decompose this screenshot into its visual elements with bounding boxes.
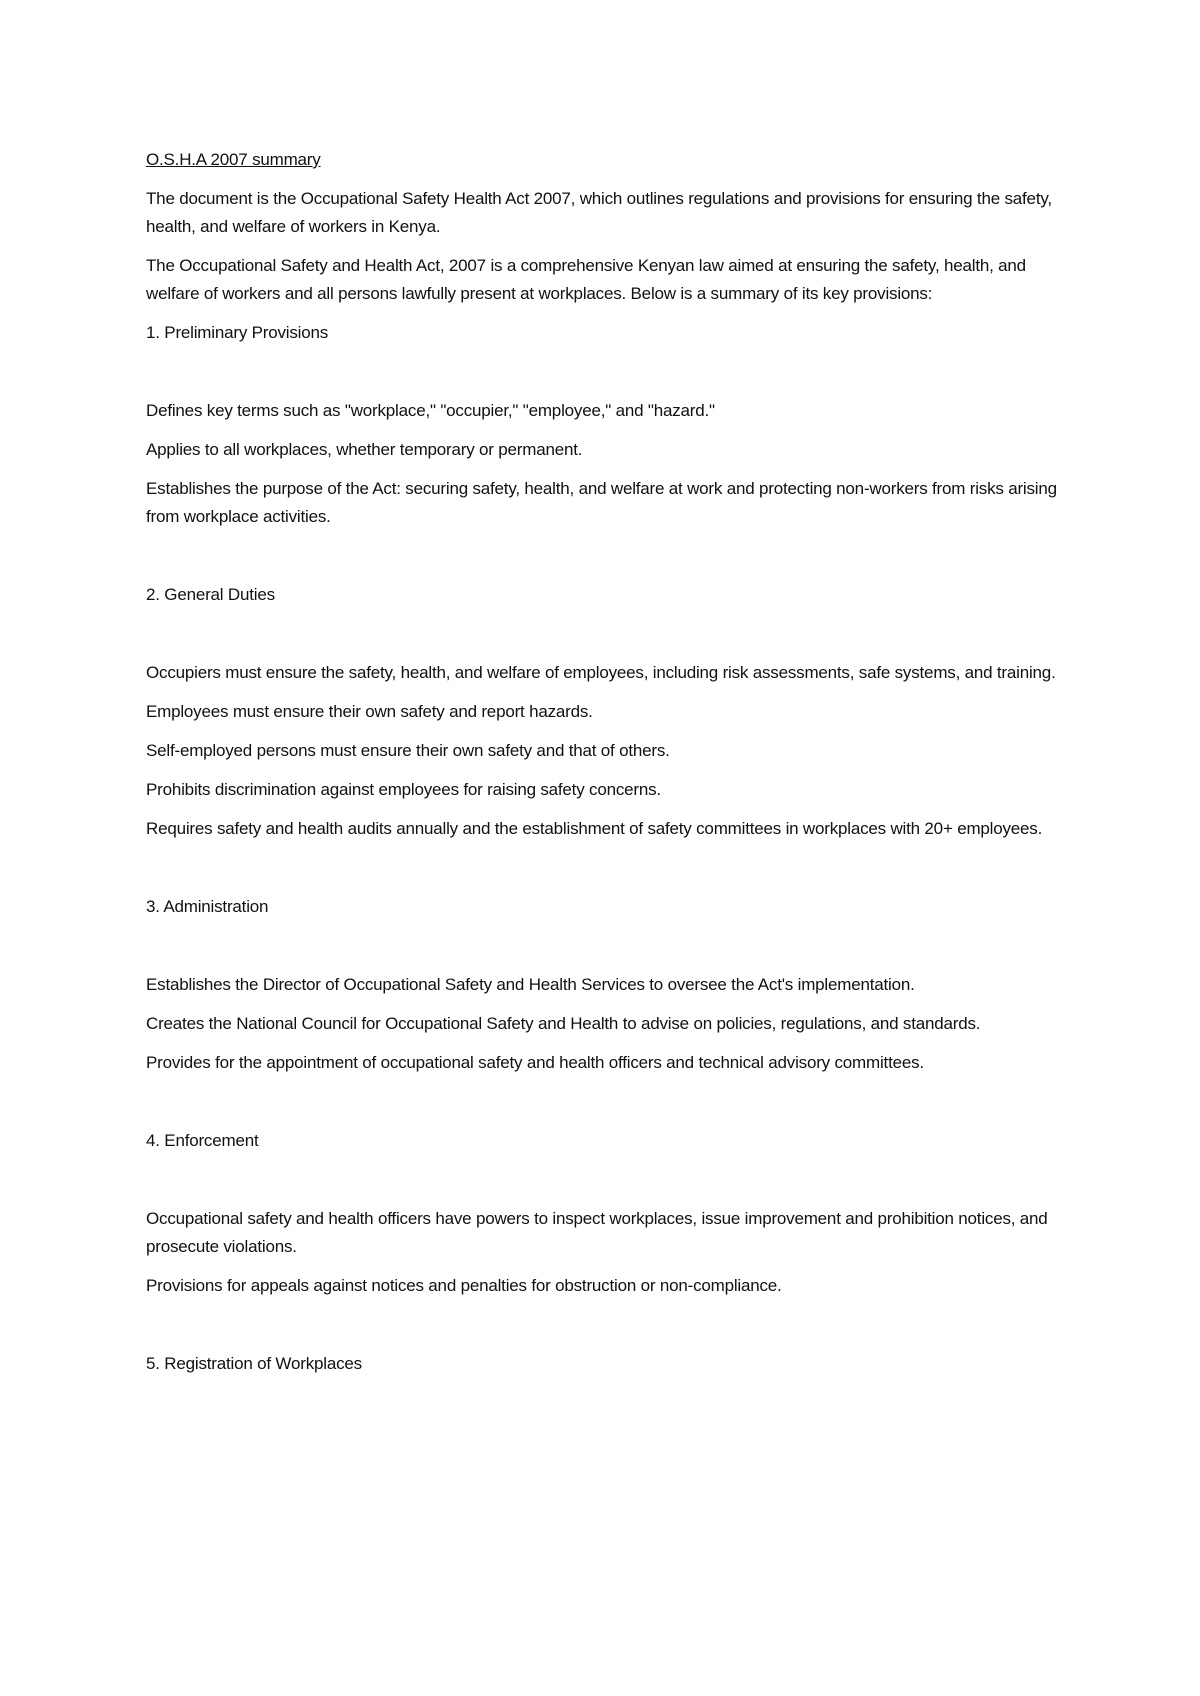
section-heading: 5. Registration of Workplaces (146, 1354, 362, 1373)
section-item: Defines key terms such as "workplace," "occupier," "employee," and "hazard." (146, 401, 715, 420)
section-item: Self-employed persons must ensure their own safety and that of others. (146, 741, 670, 760)
section-item: Occupational safety and health officers have powers to inspect workplaces, issue improvement and prohibition notices, and prosecute violations. (146, 1209, 1048, 1256)
section-item: Provisions for appeals against notices and penalties for obstruction or non-compliance. (146, 1276, 782, 1295)
section-item: Provides for the appointment of occupational safety and health officers and technical advisory committees. (146, 1053, 924, 1072)
section-item: Employees must ensure their own safety and report hazards. (146, 702, 593, 721)
section-item: Establishes the purpose of the Act: securing safety, health, and welfare at work and protecting non-workers from risks arising from workplace activities. (146, 479, 1057, 526)
section-heading: 3. Administration (146, 897, 269, 916)
section-item: Occupiers must ensure the safety, health, and welfare of employees, including risk assessments, safe systems, and training. (146, 663, 1056, 682)
section-heading: 1. Preliminary Provisions (146, 323, 329, 342)
document-title: O.S.H.A 2007 summary (146, 150, 321, 169)
section-item: Establishes the Director of Occupational Safety and Health Services to oversee the Act's implementation. (146, 975, 915, 994)
section-item: Requires safety and health audits annually and the establishment of safety committees in workplaces with 20+ employees. (146, 819, 1043, 838)
section-heading: 2. General Duties (146, 585, 275, 604)
section-item: Prohibits discrimination against employees for raising safety concerns. (146, 780, 661, 799)
intro-paragraph: The document is the Occupational Safety Health Act 2007, which outlines regulations and provisions for ensuring the safety, health, and welfare of workers in Kenya. (146, 189, 1052, 236)
section-heading: 4. Enforcement (146, 1131, 259, 1150)
document-page (146, 146, 1066, 1378)
section-item: Applies to all workplaces, whether temporary or permanent. (146, 440, 583, 459)
section-item: Creates the National Council for Occupational Safety and Health to advise on policies, regulations, and standards. (146, 1014, 981, 1033)
intro-paragraph: The Occupational Safety and Health Act, 2007 is a comprehensive Kenyan law aimed at ensuring the safety, health, and welfare of workers and all persons lawfully present at workplaces. Below is a summary of its key provisions: (146, 256, 1026, 303)
